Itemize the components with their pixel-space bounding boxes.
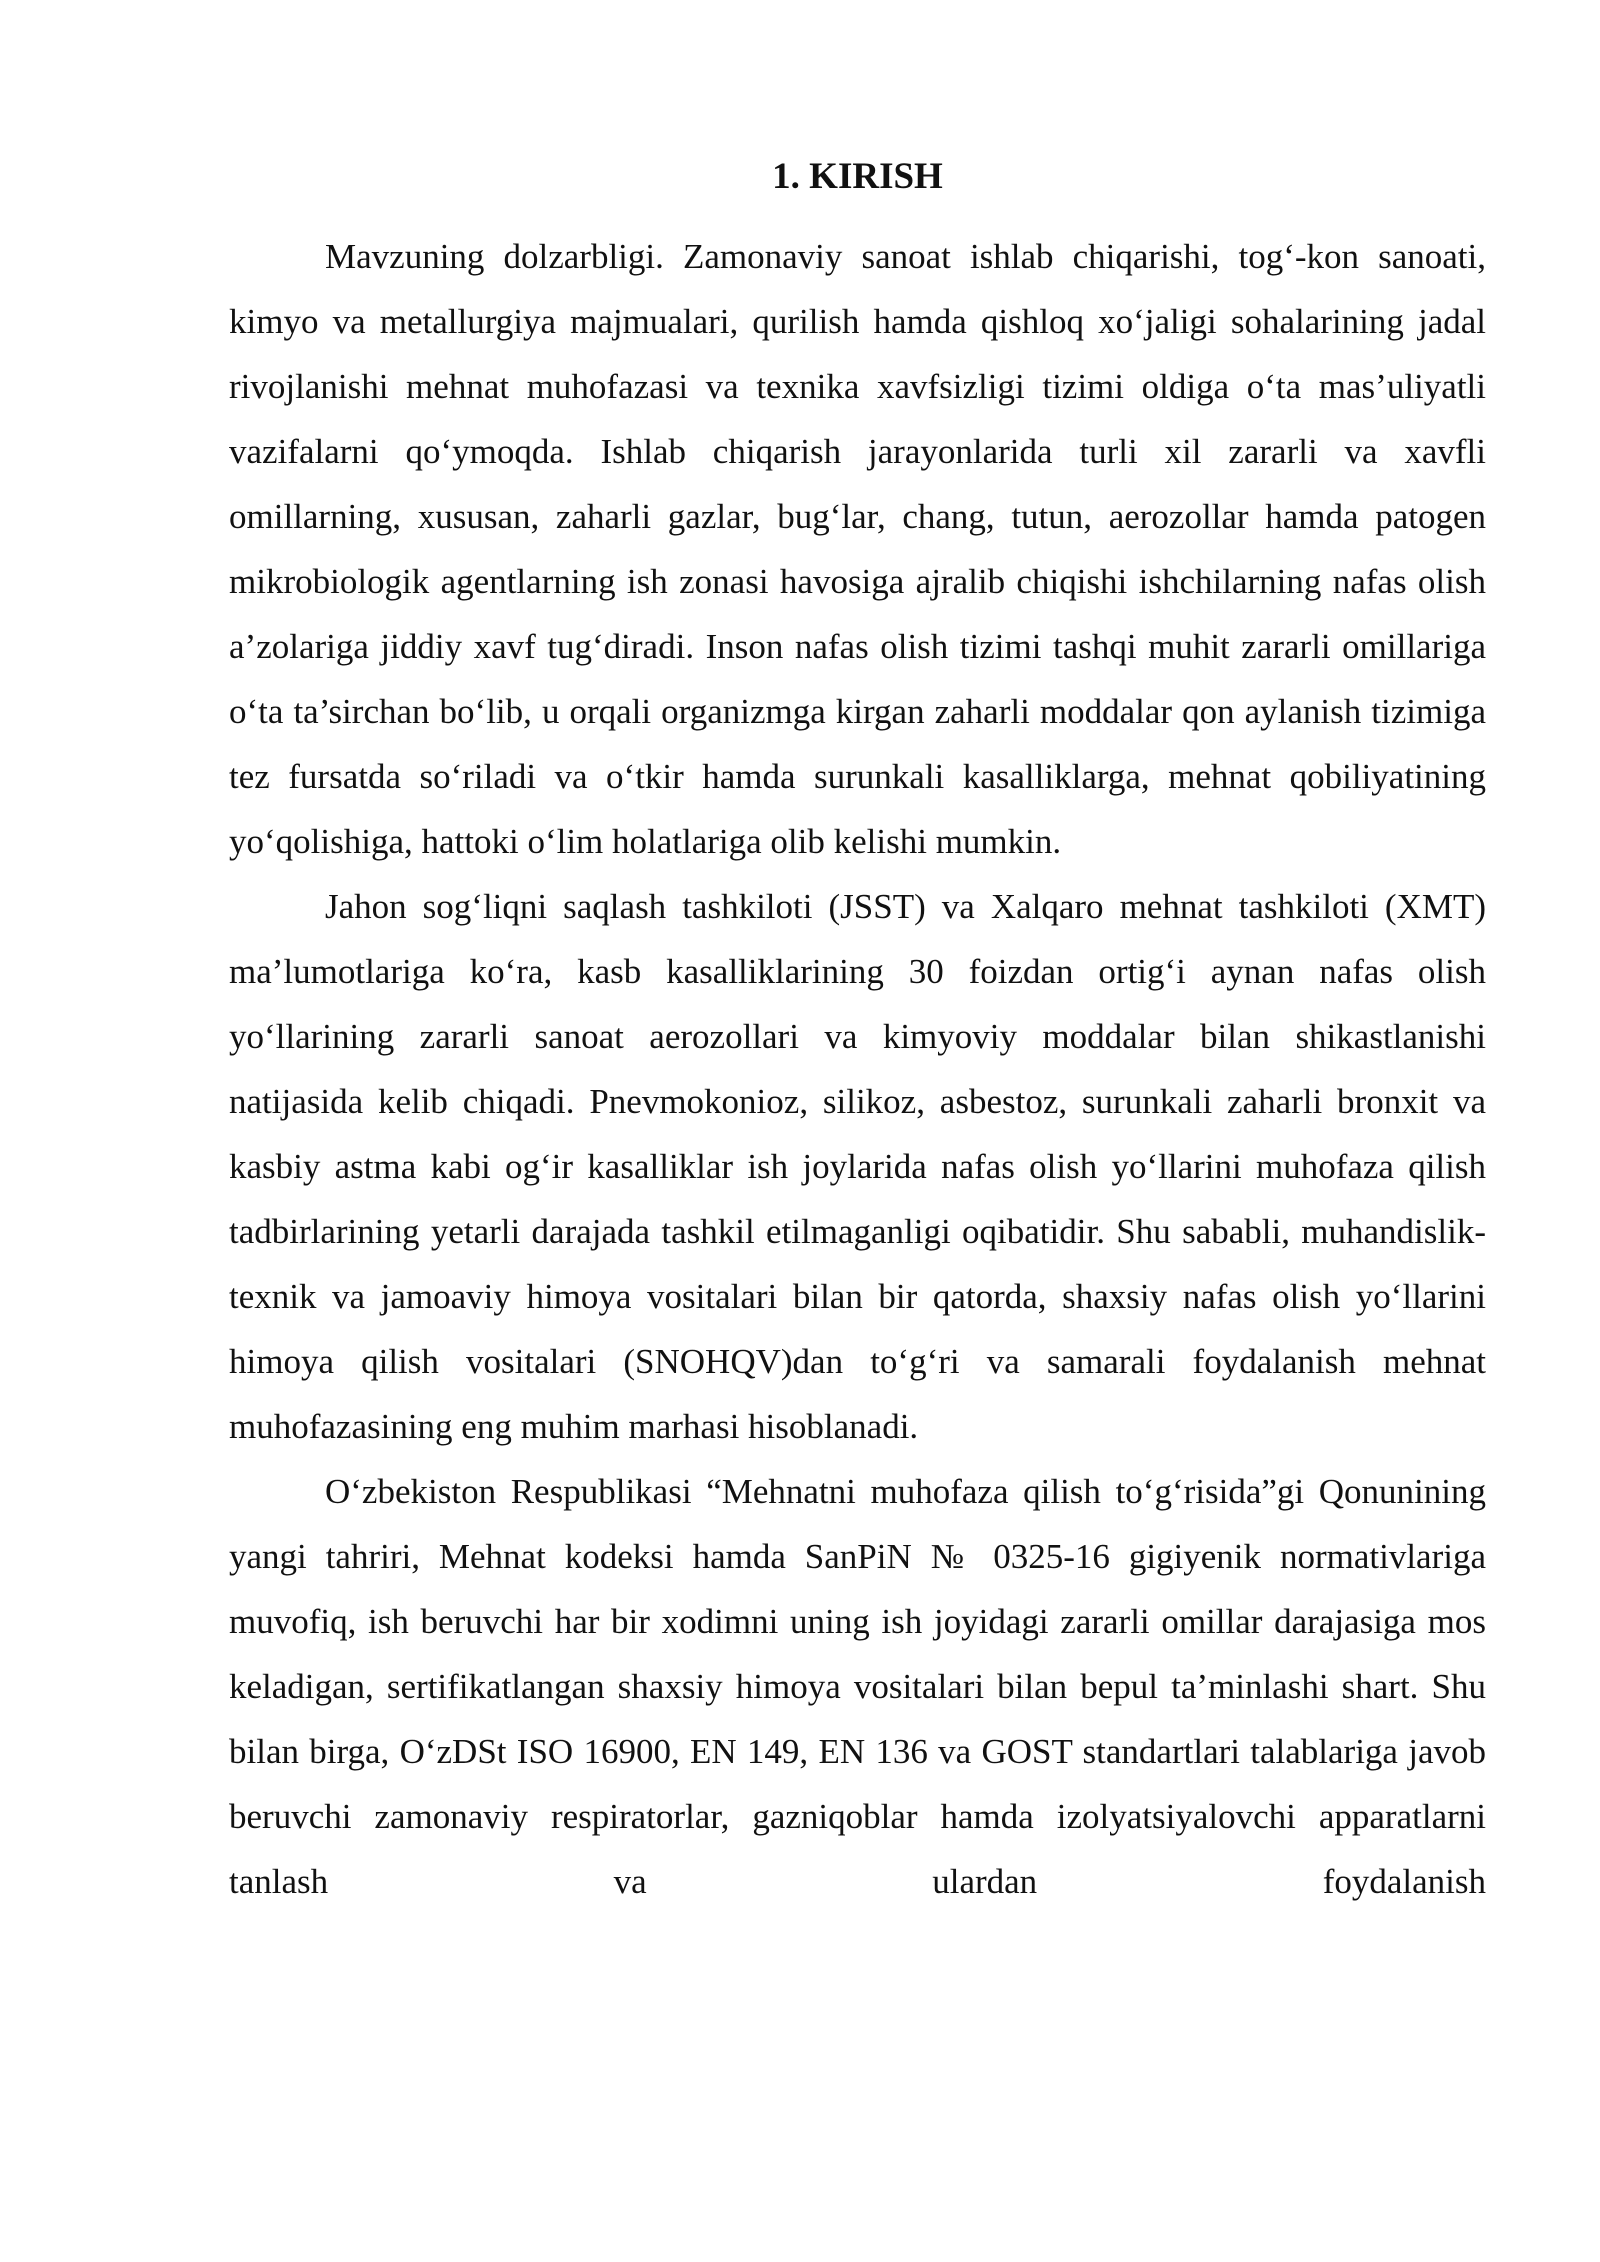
paragraph-relevance: Mavzuning dolzarbligi. Zamonaviy sanoat ishlab chiqarishi, tog‘-kon sanoati, kimyo va metallurgiya majmualari, qurilish hamda qishloq xo‘jaligi sohalarining jadal rivojlanishi mehnat muhofazasi va texnika xavfsizligi tizimi oldiga o‘ta mas’uliyatli vazifalarni qo‘ymoqda. Ishlab chiqarish jarayonlarida turli xil zararli va xavfli omillarning, xususan, zaharli gazlar, bug‘lar, chang, tutun, aerozollar hamda patogen mikrobiologik agentlarning ish zonasi havosiga ajralib chiqishi ishchilarning nafas olish a’zolariga jiddiy xavf tug‘diradi. Inson nafas olish tizimi tashqi muhit zararli omillariga o‘ta ta’sirchan bo‘lib, u orqali organizmga kirgan zaharli moddalar qon aylanish tizimiga tez fursatda so‘riladi va o‘tkir hamda surunkali kasalliklarga, mehnat qobiliyatining yo‘qolishiga, hattoki o‘lim holatlariga olib kelishi mumkin. — [229, 237, 1486, 861]
paragraph-legislation: O‘zbekiston Respublikasi “Mehnatni muhofaza qilish to‘g‘risida”gi Qonunining yangi tahriri, Mehnat kodeksi hamda SanPiN № 0325-16 gigiyenik normativlariga muvofiq, ish beruvchi har bir xodimni uning ish joyidagi zararli omillar darajasiga mos keladigan, sertifikatlangan shaxsiy himoya vositalari bilan bepul ta’minlashi shart. Shu bilan birga, O‘zDSt ISO 16900, EN 149, EN 136 va GOST standartlari talablariga javob beruvchi zamonaviy respiratorlar, gazniqoblar hamda izolyatsiyalovchi apparatlarni tanlash va ulardan foydalanish — [229, 1472, 1486, 1901]
paragraph-statistics: Jahon sog‘liqni saqlash tashkiloti (JSST) va Xalqaro mehnat tashkiloti (XMT) ma’lumotlariga ko‘ra, kasb kasalliklarining 30 foizdan ortig‘i aynan nafas olish yo‘llarining zararli sanoat aerozollari va kimyoviy moddalar bilan shikastlanishi natijasida kelib chiqadi. Pnevmokonioz, silikoz, asbestoz, surunkali zaharli bronxit va kasbiy astma kabi og‘ir kasalliklar ish joylarida nafas olish yo‘llarini muhofaza qilish tadbirlarining yetarli darajada tashkil etilmaganligi oqibatidir. Shu sababli, muhandislik-texnik va jamoaviy himoya vositalari bilan bir qatorda, shaxsiy nafas olish yo‘llarini himoya qilish vositalari (SNOHQV)dan to‘g‘ri va samarali foydalanish mehnat muhofazasining eng muhim marhasi hisoblanadi. — [229, 887, 1486, 1446]
document-page — [229, 150, 1486, 1914]
section-heading: 1. KIRISH — [772, 156, 943, 197]
